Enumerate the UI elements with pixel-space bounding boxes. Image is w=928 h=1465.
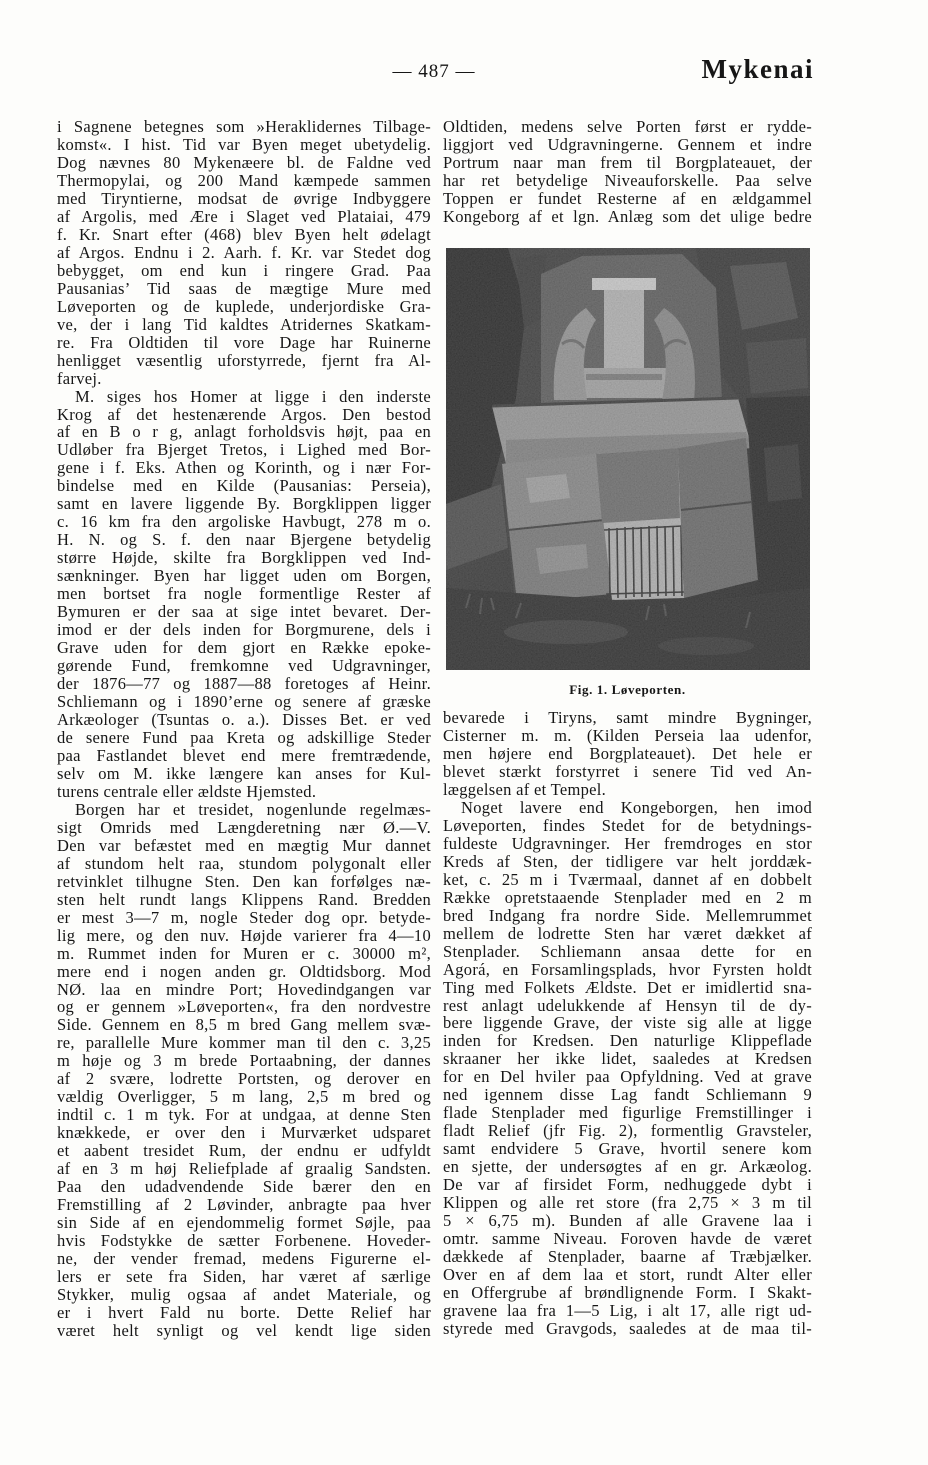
text-line: Pausanias’ Tid saas de mægtige Mure med bbox=[57, 278, 431, 298]
text-line: skraaner her ikke lidet, saaledes at Kredsen bbox=[443, 1049, 812, 1069]
text-line: Række opretstaaende Stenplader med en 2 m bbox=[443, 887, 812, 907]
text-line: rest anlagt udelukkende af Hensyn til de dy- bbox=[443, 995, 812, 1015]
text-line: Toppen er fundet Resterne af en ældgammel bbox=[443, 188, 812, 208]
text-line: i Sagnene betegnes som »Heraklidernes Tilbage- bbox=[57, 117, 431, 136]
text-line: Dog nævnes 80 Mykenæere bl. de Faldne ved bbox=[57, 152, 431, 172]
text-line: bebygget, om end kun i ringere Grad. Paa bbox=[57, 260, 431, 280]
text-line: sin Side af en ejendommelig formet Søjle, paa bbox=[57, 1213, 431, 1233]
text-line: De var af firsidet Form, nedhuggede dybt i bbox=[443, 1175, 812, 1195]
text-line: gørende Fund, fremkomne ved Udgravninger, bbox=[57, 656, 431, 676]
text-line: knækkede, er over den i Murværket udsparet bbox=[57, 1123, 431, 1143]
text-line: Side. Gennem en 8,5 m bred Gang mellem svæ- bbox=[57, 1015, 431, 1035]
text-line: henligget væsentlig uforstyrrede, fjernt fra Al- bbox=[57, 350, 431, 370]
text-line: Noget lavere end Kongeborgen, hen imod bbox=[461, 797, 812, 817]
text-line: komst«. I hist. Tid var Byen meget ubetydelig. bbox=[57, 134, 431, 154]
text-line: for en Del hviler paa Opfyldning. Ved at grave bbox=[443, 1067, 812, 1087]
text-line: Løveporten og de kuplede, underjordiske Gra- bbox=[57, 296, 431, 316]
paragraph bbox=[57, 118, 431, 388]
text-line: en Offergrube af brøndlignende Form. I Skakt- bbox=[443, 1283, 812, 1302]
text-line: en sjette, der undersøgtes af en gr. Arkæolog. bbox=[443, 1157, 812, 1177]
text-line: sigt Omrids med Længderetning nær Ø.—V. bbox=[57, 817, 431, 837]
text-line: hvis Fodstykke de sætter Forbenene. Hoveder- bbox=[57, 1231, 431, 1251]
text-line: H. N. og S. f. den naar Bjergene betydelig bbox=[57, 530, 431, 550]
text-line: læggelsen af et Tempel. bbox=[443, 779, 607, 799]
text-line: af Argos. Endnu i 2. Aarh. f. Kr. var Stedet dog bbox=[57, 242, 431, 262]
text-line: Stenplader. Schliemann ansaa dette for en bbox=[443, 941, 812, 961]
text-line: gravene laa fra 1—5 Lig, i alt 17, alle rigt ud- bbox=[443, 1300, 812, 1320]
text-line: fuldeste Udgravninger. Her fremdroges en stor bbox=[443, 833, 812, 853]
right-column-bottom bbox=[443, 709, 812, 1338]
photo-grain bbox=[446, 248, 810, 670]
text-line: er mest 3—7 m, nogle Steder dog opr. betyde- bbox=[57, 907, 431, 927]
text-line: Borgen har et tresidet, nogenlunde regelmæs- bbox=[75, 799, 431, 819]
paragraph bbox=[57, 801, 431, 1340]
photo-image bbox=[446, 248, 810, 670]
paragraph bbox=[443, 709, 812, 799]
text-line: m. Rummet inden for Muren er c. 30000 m², bbox=[57, 943, 431, 963]
text-line: Ting med Folkets Ældste. Det er imidlertid sna- bbox=[443, 977, 812, 997]
text-line: samt endvidere 5 Grave, hvortil senere kom bbox=[443, 1139, 812, 1159]
text-line: paa Fastlandet blevet end mere fremtrædende, bbox=[57, 745, 431, 765]
text-line: Arkæologer (Tsuntas o. a.). Disses Bet. er ved bbox=[57, 709, 431, 729]
text-line: af stundom helt raa, stundom polygonalt eller bbox=[57, 853, 431, 873]
text-line: Løveporten, findes Stedet for de betydnings- bbox=[443, 815, 812, 835]
text-line: Oldtiden, medens selve Porten først er rydde- bbox=[443, 117, 812, 136]
text-line: Portrum naar man frem til Borgplateauet, der bbox=[443, 152, 812, 172]
text-line: Stykker, mulig ogsaa af andet Materiale, og bbox=[57, 1284, 431, 1304]
text-line: sænkninger. Byen har ligget uden om Borgen, bbox=[57, 566, 431, 586]
text-line: Kreds af Sten, der tidligere var helt jorddæk- bbox=[443, 851, 812, 871]
text-line: af 2 svære, lodrette Portsten, og derover en bbox=[57, 1069, 431, 1089]
text-line: re, parallelle Mure kommer man til den c. 3,25 bbox=[57, 1033, 431, 1053]
text-line: imod er der dels inden for Borgmurene, dels i bbox=[57, 620, 431, 640]
paragraph bbox=[443, 799, 812, 1338]
paragraph bbox=[443, 118, 812, 226]
text-line: med Tiryntierne, modsat de øvrige Indbyggere bbox=[57, 188, 431, 208]
text-line: inden for Kredsen. Den naturlige Klippeflade bbox=[443, 1031, 812, 1051]
right-column-top bbox=[443, 118, 812, 226]
text-line: Paa den udadvendende Side bærer den en bbox=[57, 1177, 431, 1197]
text-line: af en B o r g, anlagt forholdsvis højt, paa en bbox=[57, 422, 431, 442]
text-line: fladt Relief (jfr Fig. 2), formentlig Gravsteler, bbox=[443, 1121, 812, 1141]
text-line: mellem de lodrette Sten har været dækket af bbox=[443, 923, 812, 943]
text-line: farvej. bbox=[57, 368, 102, 388]
text-line: Thermopylai, og 200 Mand kæmpede sammen bbox=[57, 170, 431, 190]
text-line: styrede med Gravgods, saaledes at de maa til- bbox=[443, 1318, 812, 1338]
text-line: ne, der vender fremad, medens Figurerne el- bbox=[57, 1249, 431, 1269]
text-line: Schliemann og i 1890’erne og senere af græske bbox=[57, 692, 431, 711]
paragraph bbox=[57, 388, 431, 801]
text-line: et aabent tresidet Rum, der endnu er udfyldt bbox=[57, 1141, 431, 1161]
text-line: har ret betydelige Niveauforskelle. Paa selve bbox=[443, 170, 812, 190]
text-line: omtr. samme Niveau. Foroven havde de været bbox=[443, 1229, 812, 1249]
text-line: dækkede af Stenplader, baarne af Træbjælker. bbox=[443, 1247, 812, 1267]
page-number: — 487 — bbox=[392, 61, 476, 82]
text-line: M. siges hos Homer at ligge i den inderste bbox=[75, 386, 431, 406]
text-line: ve, der i lang Tid kaldtes Atridernes Skatkam- bbox=[57, 314, 431, 334]
text-line: blevet stærkt forstyrret i senere Tid ved An- bbox=[443, 761, 812, 781]
text-line: Krog af det hestenærende Argos. Den bestod bbox=[57, 404, 431, 424]
text-line: turens centrale eller ældste Hjemsted. bbox=[57, 781, 317, 801]
text-line: retvinklet tilhugne Sten. Den kan forfølges næ- bbox=[57, 871, 431, 891]
text-line: bere liggende Grave, der viste sig alle at ligge bbox=[443, 1013, 812, 1033]
text-line: er i hvert Fald nu borte. Dette Relief har bbox=[57, 1302, 431, 1322]
text-line: lig mere, og den nuv. Højde varierer fra 4—10 bbox=[57, 925, 431, 945]
text-line: bevarede i Tiryns, samt mindre Bygninger, bbox=[443, 708, 812, 727]
left-column bbox=[57, 118, 431, 1340]
text-line: og er gennem »Løveporten«, fra den nordvestre bbox=[57, 997, 431, 1017]
text-line: m høje og 3 m brede Portaabning, der dannes bbox=[57, 1051, 431, 1071]
figure-caption: Fig. 1. Løveporten. bbox=[569, 682, 686, 697]
text-line: af Argolis, med Ære i Slaget ved Plataiai, 479 bbox=[57, 206, 431, 226]
text-line: sten helt rundt langs Klippens Rand. Bredden bbox=[57, 889, 431, 909]
text-line: f. Kr. Snart efter (468) blev Byen helt ødelagt bbox=[57, 224, 431, 244]
text-line: af en 3 m høj Reliefplade af graalig Sandsten. bbox=[57, 1159, 431, 1179]
text-line: men højere end Borgplateauet). Det hele er bbox=[443, 743, 812, 763]
text-line: ket, c. 25 m i Tværmaal, dannet af en dobbelt bbox=[443, 869, 812, 889]
text-line: bindelse med en Kilde (Pausanias: Perseia), bbox=[57, 476, 431, 496]
text-line: NØ. laa en mindre Port; Hovedindgangen var bbox=[57, 979, 431, 999]
text-line: Bymuren er der saa at sige intet bevaret. Der- bbox=[57, 602, 431, 622]
text-line: været helt synligt og vel kendt lige siden bbox=[57, 1320, 431, 1340]
text-line: c. 16 km fra den argoliske Havbugt, 278 m o. bbox=[57, 512, 431, 532]
running-title: Mykenai bbox=[701, 54, 814, 84]
text-line: vældig Overligger, 5 m lang, 2,5 m bred og bbox=[57, 1087, 431, 1107]
text-line: Klippen og alle ret store (fra 2,75 × 3 m til bbox=[443, 1193, 812, 1213]
lion-gate-photo bbox=[446, 248, 810, 670]
text-line: Fremstilling af 2 Løvinder, anbragte paa hver bbox=[57, 1195, 431, 1215]
text-line: liggjort ved Udgravningerne. Gennem et indre bbox=[443, 134, 812, 154]
text-line: ned igennem disse Lag fandt Schliemann 9 bbox=[443, 1085, 812, 1105]
text-line: Den var befæstet med en mægtig Mur dannet bbox=[57, 835, 431, 855]
text-line: Over en af dem laa et stort, rundt Alter eller bbox=[443, 1265, 812, 1285]
text-line: bred Indgang fra nordre Side. Mellemrummet bbox=[443, 905, 812, 925]
text-line: Kongeborg af et lgn. Anlæg som det ulige bedre bbox=[443, 206, 812, 226]
text-line: de senere Fund paa Kreta og adskillige Steder bbox=[57, 727, 431, 747]
text-line: selv om M. ikke længere kan anses for Kul- bbox=[57, 763, 431, 783]
text-line: Udløber fra Bjerget Tretos, i Lighed med Bor- bbox=[57, 440, 431, 460]
text-line: flade Stenplader med figurlige Fremstillinger i bbox=[443, 1103, 812, 1123]
text-line: men bortset fra nogle formentlige Rester af bbox=[57, 584, 431, 604]
text-line: re. Fra Oldtiden til vore Dage har Ruinerne bbox=[57, 332, 431, 352]
text-line: lers er sete fra Siden, har været af særlige bbox=[57, 1267, 431, 1286]
text-line: 5 × 6,75 m). Bunden af alle Gravene laa i bbox=[443, 1211, 812, 1231]
text-line: Grave uden for dem gjort en Række epoke- bbox=[57, 638, 431, 658]
text-line: samt en lavere liggende By. Borgklippen ligger bbox=[57, 494, 431, 514]
text-line: større Højde, skilte fra Borgklippen ved Ind- bbox=[57, 548, 431, 568]
text-line: gene i f. Eks. Athen og Korinth, og i nær For- bbox=[57, 458, 431, 478]
text-line: mere end i nogen anden gr. Oldtidsborg. Mod bbox=[57, 961, 431, 981]
text-line: indtil c. 1 m tyk. For at undgaa, at denne Sten bbox=[57, 1105, 431, 1125]
text-line: der 1876—77 og 1887—88 foretoges af Heinr. bbox=[57, 674, 431, 694]
text-line: Cisterner m. m. (Kilden Perseia laa udenfor, bbox=[443, 725, 812, 745]
text-line: Agorá, en Forsamlingsplads, hvor Fyrsten holdt bbox=[443, 959, 812, 979]
